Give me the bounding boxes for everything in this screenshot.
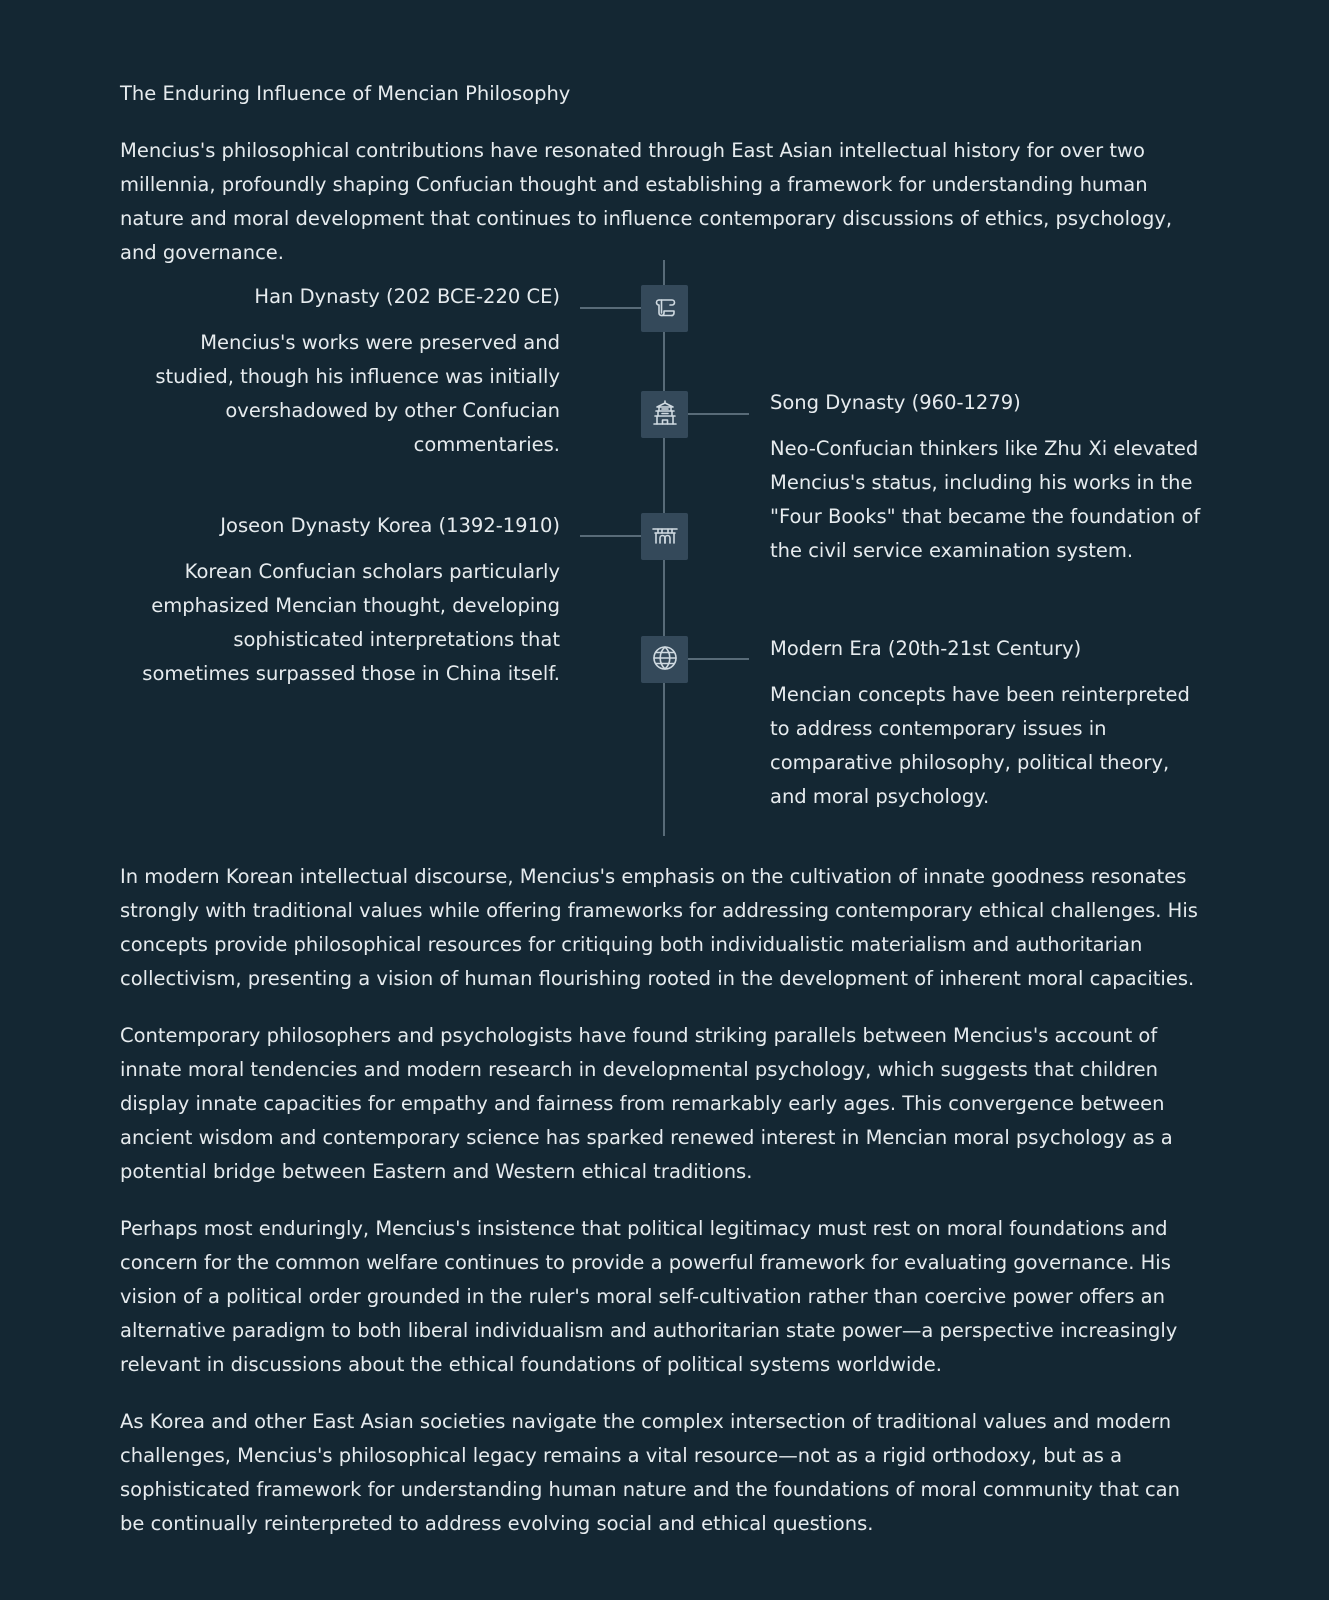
timeline-event-han (120, 280, 560, 462)
body-paragraph: In modern Korean intellectual discourse, Mencius's emphasis on the cultivation of innate goodness resonates strongly with traditional values while offering frameworks for addressing contemporary ethical challenges. His concepts provide philosophical resources for critiquing both individualistic materialism and authoritarian collectivism, presenting a vision of human flourishing rooted in the development of inherent moral capacities. (120, 865, 1198, 990)
historical-timeline (120, 260, 1210, 836)
event-title: Song Dynasty (960-1279) (770, 391, 1021, 414)
article-title: The Enduring Influence of Mencian Philosophy (120, 82, 571, 105)
intro-paragraph: Mencius's philosophical contributions have resonated through East Asian intellectual history for over two millennia, profoundly shaping Confucian thought and establishing a framework for understanding human nature and moral development that continues to influence contemporary discussions of ethics, psychology, and governance. (120, 139, 1173, 264)
event-description: Neo-Confucian thinkers like Zhu Xi elevated Mencius's status, including his works in the "Four Books" that became the foundation of the civil service examination system. (770, 437, 1201, 562)
timeline-node-han (641, 285, 688, 332)
event-description: Mencian concepts have been reinterpreted to address contemporary issues in comparative philosophy, political theory, and moral psychology. (770, 683, 1190, 808)
globe-icon (650, 643, 680, 677)
timeline-node-modern (641, 636, 688, 683)
event-title: Modern Era (20th-21st Century) (770, 637, 1082, 660)
timeline-event-song (770, 386, 1210, 568)
pagoda-icon (650, 398, 680, 432)
event-description: Korean Confucian scholars particularly emphasized Mencian thought, developing sophisticated interpretations that sometimes surpassed those in China itself. (142, 560, 560, 685)
event-title: Joseon Dynasty Korea (1392-1910) (220, 514, 560, 537)
timeline-node-song (641, 391, 688, 438)
event-title: Han Dynasty (202 BCE-220 CE) (254, 285, 560, 308)
gate-icon (650, 520, 680, 554)
timeline-connector (580, 535, 641, 537)
timeline-node-joseon (641, 513, 688, 560)
scroll-icon (650, 292, 680, 326)
timeline-connector (580, 307, 641, 309)
timeline-event-joseon (120, 509, 560, 691)
timeline-connector (688, 658, 749, 660)
timeline-event-modern (770, 632, 1210, 814)
body-paragraph: Perhaps most enduringly, Mencius's insistence that political legitimacy must rest on moral foundations and concern for the common welfare continues to provide a powerful framework for evaluating governance. His vision of a political order grounded in the ruler's moral self-cultivation rather than coercive power offers an alternative paradigm to both liberal individualism and authoritarian state power—a perspective increasingly relevant in discussions about the ethical foundations of political systems worldwide. (120, 1217, 1178, 1376)
timeline-connector (688, 413, 749, 415)
body-paragraph: As Korea and other East Asian societies navigate the complex intersection of traditional values and modern challenges, Mencius's philosophical legacy remains a vital resource—not as a rigid orthodoxy, but as a sophisticated framework for understanding human nature and the foundations of moral community that can be continually reinterpreted to address evolving social and ethical questions. (120, 1410, 1180, 1535)
event-description: Mencius's works were preserved and studied, though his influence was initially overshadowed by other Confucian commentaries. (155, 331, 560, 456)
body-paragraph: Contemporary philosophers and psychologists have found striking parallels between Mencius's account of innate moral tendencies and modern research in developmental psychology, which suggests that children display innate capacities for empathy and fairness from remarkably early ages. This convergence between ancient wisdom and contemporary science has sparked renewed interest in Mencian moral psychology as a potential bridge between Eastern and Western ethical traditions. (120, 1024, 1173, 1183)
